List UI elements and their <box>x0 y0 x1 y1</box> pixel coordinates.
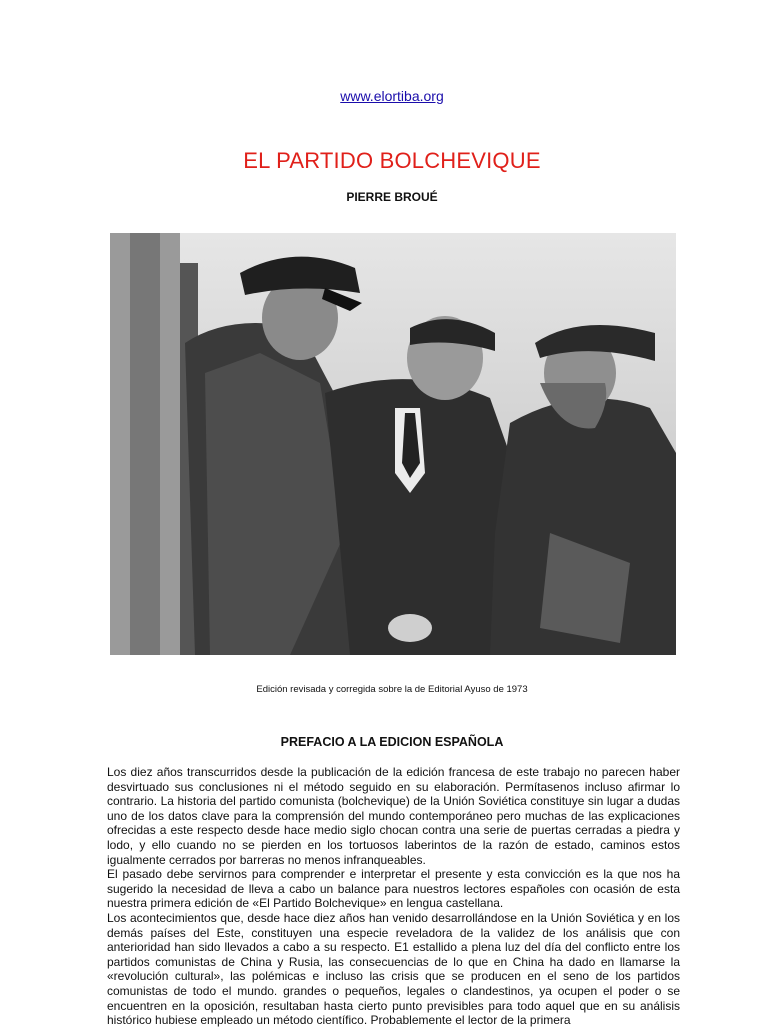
historical-photo <box>110 233 676 655</box>
site-link[interactable]: www.elortiba.org <box>340 88 444 104</box>
document-title: EL PARTIDO BOLCHEVIQUE <box>243 148 541 173</box>
photo-three-men-icon <box>110 233 676 655</box>
photo-caption: Edición revisada y corregida sobre la de Editorial Ayuso de 1973 <box>256 684 528 695</box>
paragraph: Los acontecimientos que, desde hace diez años han venido desarrollándose en la Unión Soviética y en los demás países del Este, constituyen una especie reveladora de la validez de los análisis que con anterioridad han sido llevados a cabo a su respecto. E1 estallido a plena luz del día del conflicto entre los partidos comunistas de China y Rusia, las consecuencias de lo que en China ha dado en llamarse la «revolución cultural», las polémicas e incluso las crisis que se producen en el seno de los partidos comunistas de todo el mundo. grandes o pequeños, legales o clandestinos, ya ocupen el poder o se encuentren en la oposición, resultaban hasta cierto punto previsibles para todo aquel que en su análisis histórico hubiese empleado un método científico. Probablemente el lector de la primera <box>107 910 680 1028</box>
author-name: PIERRE BROUÉ <box>346 190 438 204</box>
prefacio-body <box>107 765 680 1028</box>
paragraph: Los diez años transcurridos desde la publicación de la edición francesa de este trabajo no parecen haber desvirtuado sus conclusiones ni el método seguido en su elaboración. Permítasenos incluso afirmar lo contrario. La historia del partido comunista (bolchevique) de la Unión Soviética constituye sin lugar a dudas uno de los datos clave para la comprensión del mundo contemporáneo pero muchas de las explicaciones ofrecidas a este respecto desde hace medio siglo chocan contra una serie de puertas cerradas a piedra y lodo, y ello cuando no se pierden en los tortuosos laberintos de la razón de estado, caminos estos igualmente cerrados por barreras no menos infranqueables. <box>107 765 680 867</box>
section-heading: PREFACIO A LA EDICION ESPAÑOLA <box>280 735 504 749</box>
paragraph: El pasado debe servirnos para comprender e interpretar el presente y esta convicción es la que nos ha sugerido la necesidad de lleva a cabo un balance para nuestros lectores españoles con ocasión de esta nuestra primera edición de «El Partido Bolchevique» en lengua castellana. <box>107 867 680 911</box>
